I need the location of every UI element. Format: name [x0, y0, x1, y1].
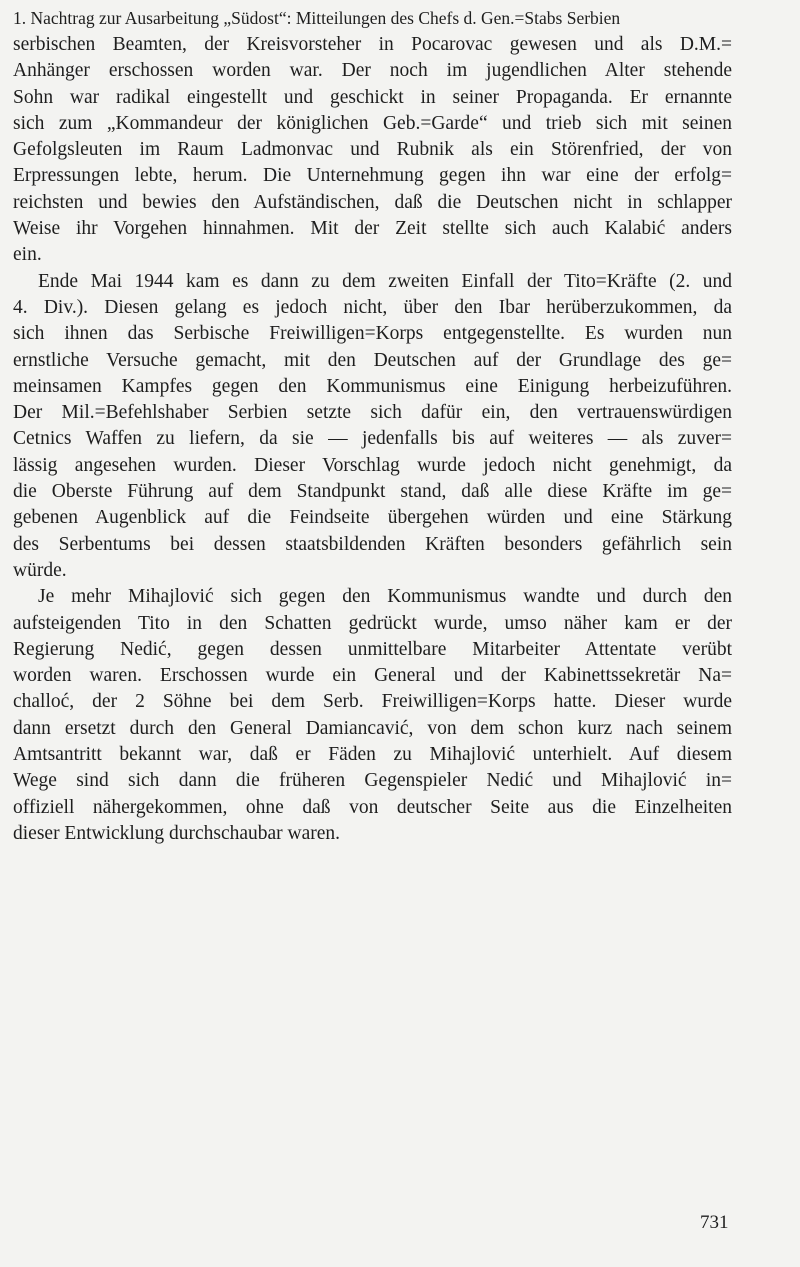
text-line: Cetnics Waffen zu liefern, da sie — jedenfalls bis auf weiteres — als zuver= [13, 428, 732, 450]
text-line: würde. [13, 559, 67, 581]
text-line: dann ersetzt durch den General Damiancavić, von dem schon kurz nach seinem [13, 717, 732, 739]
text-line: lässig angesehen wurden. Dieser Vorschlag wurde jedoch nicht genehmigt, da [13, 454, 732, 476]
text-line: 4. Div.). Diesen gelang es jedoch nicht, über den Ibar herüberzukommen, da [13, 296, 732, 318]
paragraph [13, 584, 732, 847]
paragraph [13, 32, 732, 269]
text-line: worden waren. Erschossen wurde ein General und der Kabinettssekretär Na= [13, 665, 732, 687]
text-line: Regierung Nedić, gegen dessen unmittelbare Mitarbeiter Attentate verübt [13, 638, 732, 660]
text-line: gebenen Augenblick auf die Feindseite übergehen würden und eine Stärkung [13, 507, 732, 529]
text-line: des Serbentums bei dessen staatsbildenden Kräften besonders gefährlich sein [13, 533, 732, 555]
text-line: Amtsantritt bekannt war, daß er Fäden zu Mihajlović unterhielt. Auf diesem [13, 744, 732, 766]
text-line: Gefolgsleuten im Raum Ladmonvac und Rubnik als ein Störenfried, der von [13, 139, 732, 161]
text-line: die Oberste Führung auf dem Standpunkt stand, daß alle diese Kräfte im ge= [13, 481, 732, 503]
paragraph [13, 269, 732, 585]
text-line: ein. [13, 244, 42, 266]
text-line: Ende Mai 1944 kam es dann zu dem zweiten Einfall der Tito=Kräfte (2. und [38, 270, 732, 292]
text-line: Erpressungen lebte, herum. Die Unternehmung gegen ihn war eine der erfolg= [13, 165, 732, 187]
text-line: Der Mil.=Befehlshaber Serbien setzte sich dafür ein, den vertrauenswürdigen [13, 402, 732, 424]
text-line: Wege sind sich dann die früheren Gegenspieler Nedić und Mihajlović in= [13, 770, 732, 792]
text-line: ernstliche Versuche gemacht, mit den Deutschen auf der Grundlage des ge= [13, 349, 732, 371]
page-number: 731 [700, 1212, 729, 1233]
text-line: Anhänger erschossen worden war. Der noch im jugendlichen Alter stehende [13, 60, 732, 82]
text-line: sich zum „Kommandeur der königlichen Geb.=Garde“ und trieb sich mit seinen [13, 112, 732, 134]
running-header: 1. Nachtrag zur Ausarbeitung „Südost“: Mitteilungen des Chefs d. Gen.=Stabs Serbien [13, 8, 621, 28]
text-line: sich ihnen das Serbische Freiwilligen=Korps entgegenstellte. Es wurden nun [13, 323, 732, 345]
text-line: meinsamen Kampfes gegen den Kommunismus eine Einigung herbeizuführen. [13, 375, 732, 397]
text-line: dieser Entwicklung durchschaubar waren. [13, 822, 341, 844]
text-line: Sohn war radikal eingestellt und geschickt in seiner Propaganda. Er ernannte [13, 86, 732, 108]
text-line: challoć, der 2 Söhne bei dem Serb. Freiwilligen=Korps hatte. Dieser wurde [13, 691, 732, 713]
text-line: reichsten und bewies den Aufständischen, daß die Deutschen nicht in schlapper [13, 191, 732, 213]
text-line: offiziell nähergekommen, ohne daß von deutscher Seite aus die Einzelheiten [13, 796, 732, 818]
text-line: Je mehr Mihajlović sich gegen den Kommunismus wandte und durch den [38, 586, 732, 608]
text-line: serbischen Beamten, der Kreisvorsteher in Pocarovac gewesen und als D.M.= [13, 34, 732, 55]
text-line: aufsteigenden Tito in den Schatten gedrückt wurde, umso näher kam er der [13, 612, 732, 634]
document-body [13, 32, 732, 847]
text-line: Weise ihr Vorgehen hinnahmen. Mit der Zeit stellte sich auch Kalabić anders [13, 218, 732, 240]
